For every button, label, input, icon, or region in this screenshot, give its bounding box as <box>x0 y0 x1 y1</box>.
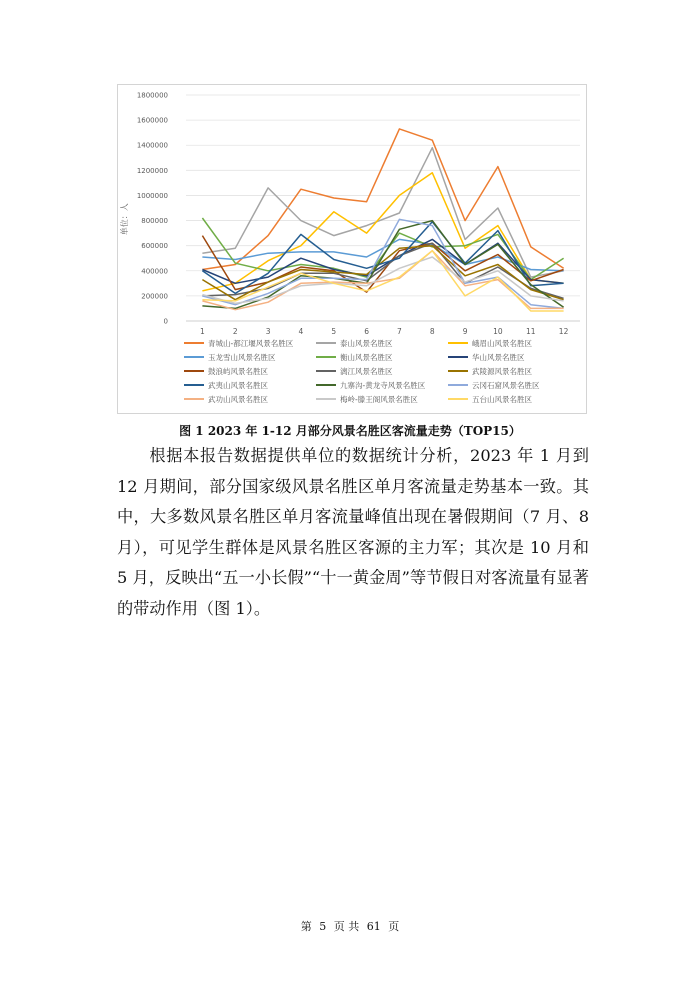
x-tick-label: 9 <box>462 327 468 336</box>
page-footer <box>0 918 700 934</box>
body-paragraph: 根据本报告数据提供单位的数据统计分析，2023 年 1 月到 12 月期间，部分国家级风景名胜区单月客流量走势基本一致。其中，大多数风景名胜区单月客流量峰值出现在暑假期间（7 月、8 月），可见学生群体是风景名胜区客源的主力军；其次是 10 月和 5 月，反映出“五一小长假”“十一黄金周”等节假日对客流量有显著的带动作用（图 1）。 <box>117 446 589 618</box>
body-text <box>117 441 589 624</box>
x-tick-label: 10 <box>493 327 503 336</box>
y-tick-label: 1000000 <box>136 191 168 200</box>
legend-label: 峨眉山风景名胜区 <box>472 339 532 348</box>
x-tick-label: 1 <box>200 327 205 336</box>
x-tick-label: 6 <box>364 327 369 336</box>
x-tick-label: 4 <box>298 327 304 336</box>
legend-label: 武陵源风景名胜区 <box>472 367 532 376</box>
legend-label: 梅岭-滕王阁风景名胜区 <box>340 395 418 404</box>
legend-label: 漓江风景名胜区 <box>340 367 393 376</box>
legend-label: 武功山风景名胜区 <box>208 395 268 404</box>
y-axis-label: 单位：人 <box>120 203 129 236</box>
x-tick-label: 7 <box>397 327 402 336</box>
legend-label: 华山风景名胜区 <box>472 353 525 362</box>
chart-container <box>117 84 587 414</box>
footer-total-pages: 61 <box>366 920 381 933</box>
x-tick-label: 8 <box>429 327 435 336</box>
y-tick-label: 0 <box>163 317 168 326</box>
y-tick-label: 1400000 <box>136 141 168 150</box>
y-tick-label: 1600000 <box>136 116 168 125</box>
footer-prefix: 第 <box>300 920 312 933</box>
legend-label: 衡山风景名胜区 <box>340 353 393 362</box>
x-tick-label: 2 <box>232 327 238 336</box>
figure-caption: 图 1 2023 年 1-12 月部分风景名胜区客流量走势（TOP15） <box>179 424 521 438</box>
legend-label: 青城山-都江堰风景名胜区 <box>208 339 294 348</box>
legend-label: 鼓浪屿风景名胜区 <box>208 367 268 376</box>
legend-label: 玉龙雪山风景名胜区 <box>208 353 276 362</box>
y-tick-label: 400000 <box>141 267 168 276</box>
legend-label: 武夷山风景名胜区 <box>208 381 268 390</box>
y-tick-label: 1800000 <box>136 91 168 100</box>
x-tick-label: 12 <box>558 327 569 336</box>
y-tick-label: 800000 <box>141 217 168 226</box>
footer-middle: 页 共 <box>333 920 360 933</box>
footer-suffix: 页 <box>388 920 400 933</box>
x-tick-label: 5 <box>331 327 337 336</box>
footer-page-number: 5 <box>319 920 327 933</box>
y-tick-label: 1200000 <box>136 166 168 175</box>
legend-label: 五台山风景名胜区 <box>472 395 532 404</box>
x-tick-label: 11 <box>525 327 536 336</box>
y-tick-label: 600000 <box>141 242 168 251</box>
legend-label: 云冈石窟风景名胜区 <box>472 381 540 390</box>
legend-label: 泰山风景名胜区 <box>340 339 393 348</box>
x-tick-label: 3 <box>265 327 271 336</box>
legend-label: 九寨沟-黄龙寺风景名胜区 <box>340 381 426 390</box>
y-tick-label: 200000 <box>141 292 168 301</box>
line-chart <box>118 85 588 415</box>
